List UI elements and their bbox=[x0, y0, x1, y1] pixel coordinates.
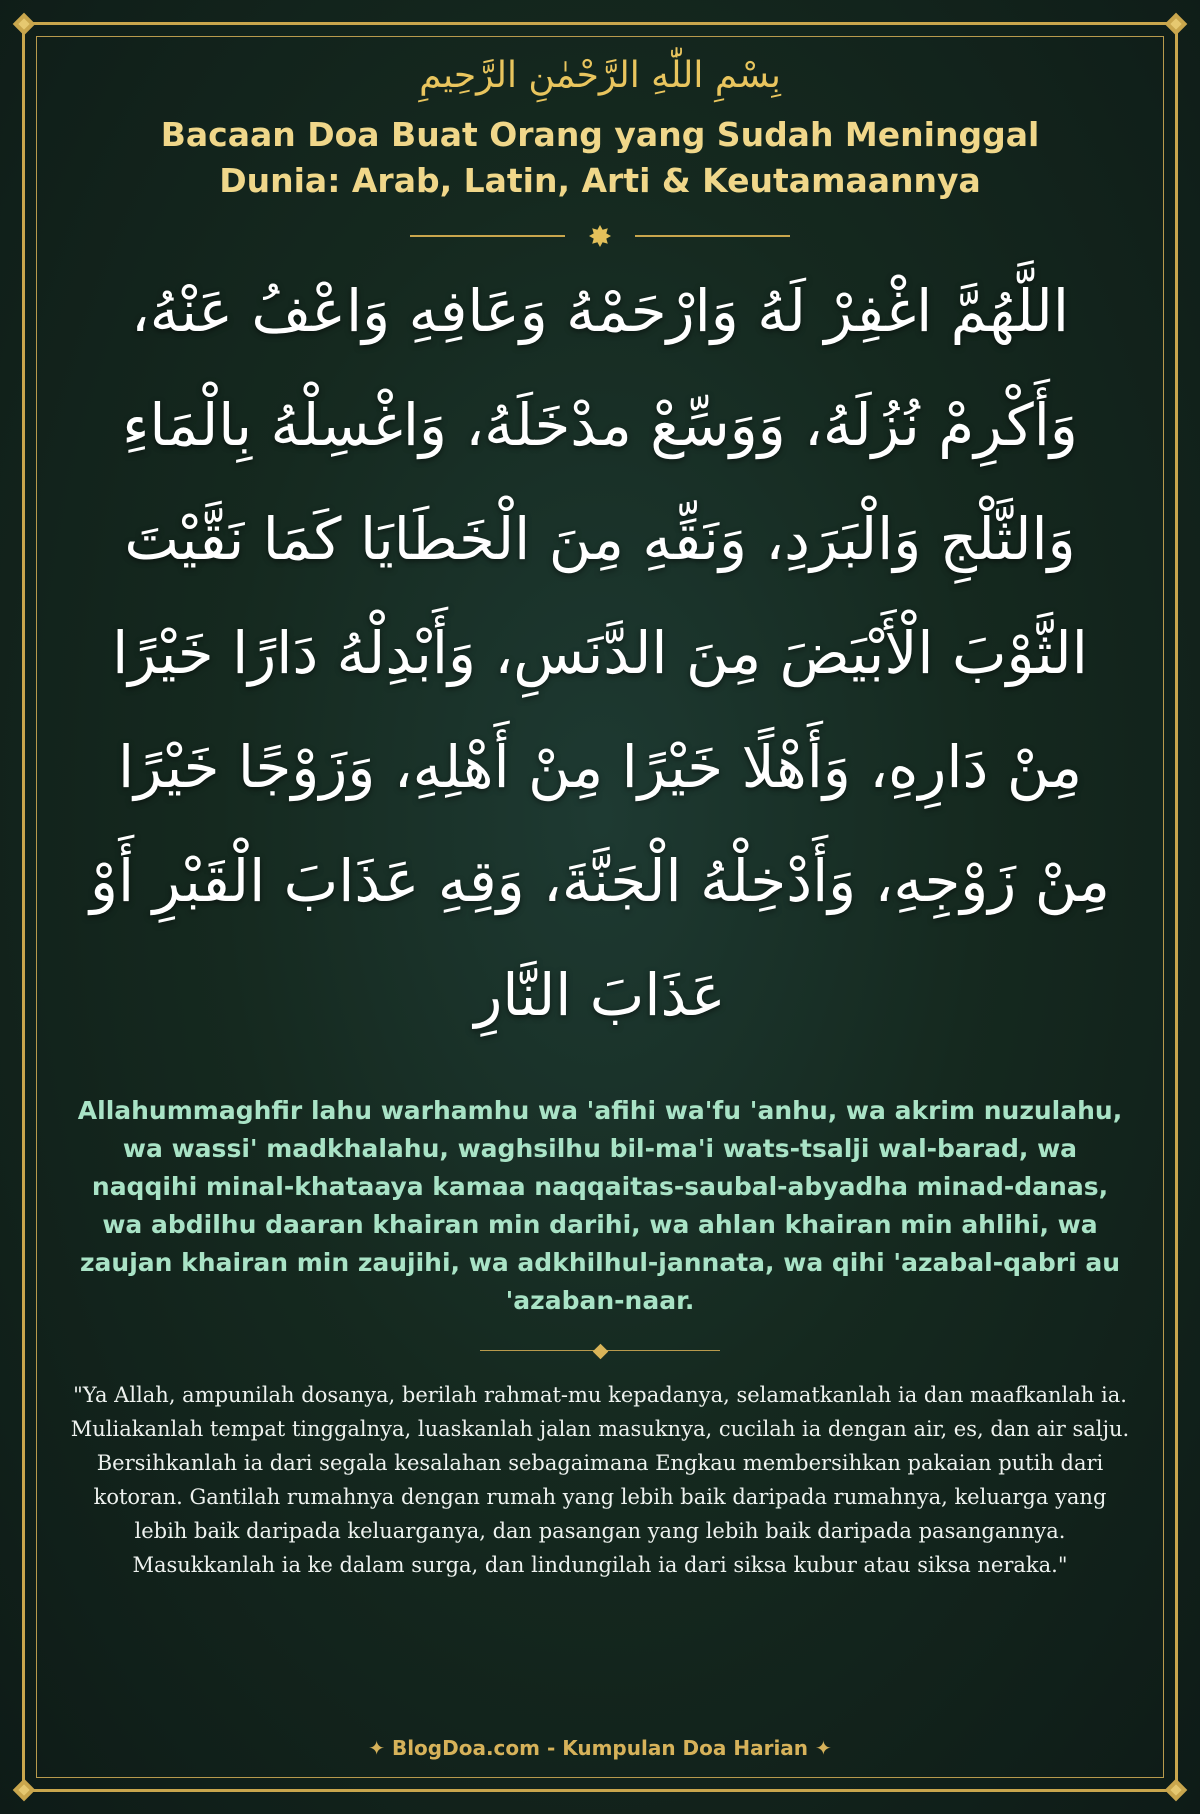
divider-line-left bbox=[410, 235, 565, 237]
middle-divider bbox=[480, 1344, 720, 1358]
basmala-heading: بِسْمِ اللّٰهِ الرَّحْمٰنِ الرَّحِيمِ bbox=[419, 55, 781, 96]
main-content bbox=[60, 50, 1140, 1582]
page-title: Bacaan Doa Buat Orang yang Sudah Meninggal Dunia: Arab, Latin, Arti & Keutamaannya bbox=[160, 115, 1040, 200]
latin-transliteration: Allahummaghfir lahu warhamhu wa 'afihi wa'fu 'anhu, wa akrim nuzulahu, wa wassi' madkhalahu, waghsilhu bil-ma'i wats-tsalji wal-barad, wa naqqihi minal-khataaya kamaa naqqaitas-saubal-abyadha minad-danas, wa abdilhu daaran khairan min darihi, wa ahlan khairan min ahlihi, wa zaujan khairan min zaujihi, wa adkhilhul-jannata, wa qihi 'azabal-qabri au 'azaban-naar. bbox=[77, 1096, 1123, 1315]
eight-point-star-icon bbox=[589, 225, 611, 247]
arabic-prayer-text: اللَّهُمَّ اغْفِرْ لَهُ وَارْحَمْهُ وَعَافِهِ وَاعْفُ عَنْهُ، وَأَكْرِمْ نُزُلَهُ، وَوَسِّعْ مدْخَلَهُ، وَاغْسِلْهُ بِالْمَاءِ وَالثَّلْجِ وَالْبَرَدِ، وَنَقِّهِ مِنَ الْخَطَايَا كَمَا نَقَّيْتَ الثَّوْبَ الْأَبْيَضَ مِنَ الدَّنَسِ، وَأَبْدِلْهُ دَارًا خَيْرًا مِنْ دَارِهِ، وَأَهْلًا خَيْرًا مِنْ أَهْلِهِ، وَزَوْجًا خَيْرًا مِنْ زَوْجِهِ، وَأَدْخِلْهُ الْجَنَّةَ، وَقِهِ عَذَابَ الْقَبْرِ أَوْ عَذَابَ النَّارِ bbox=[90, 277, 1110, 1029]
footer-credit bbox=[0, 1734, 1200, 1762]
diamond-icon bbox=[592, 1343, 608, 1359]
four-point-star-icon: ✦ bbox=[368, 1736, 385, 1760]
footer-site-text: BlogDoa.com - Kumpulan Doa Harian bbox=[391, 1736, 809, 1760]
divider-line-right bbox=[635, 235, 790, 237]
top-divider bbox=[410, 224, 790, 248]
indonesian-translation: "Ya Allah, ampunilah dosanya, berilah rahmat-mu kepadanya, selamatkanlah ia dan maafkanlah ia. Muliakanlah tempat tinggalnya, luaskanlah jalan masuknya, cucilah ia dengan air, es, dan air salju. Bersihkanlah ia dari segala kesalahan sebagaimana Engkau membersihkan pakaian putih dari kotoran. Gantilah rumahnya dengan rumah yang lebih baik daripada rumahnya, keluarga yang lebih baik daripada keluarganya, dan pasangan yang lebih baik daripada pasangannya. Masukkanlah ia ke dalam surga, dan lindungilah ia dari siksa kubur atau siksa neraka." bbox=[70, 1383, 1130, 1577]
four-point-star-icon: ✦ bbox=[815, 1736, 832, 1760]
